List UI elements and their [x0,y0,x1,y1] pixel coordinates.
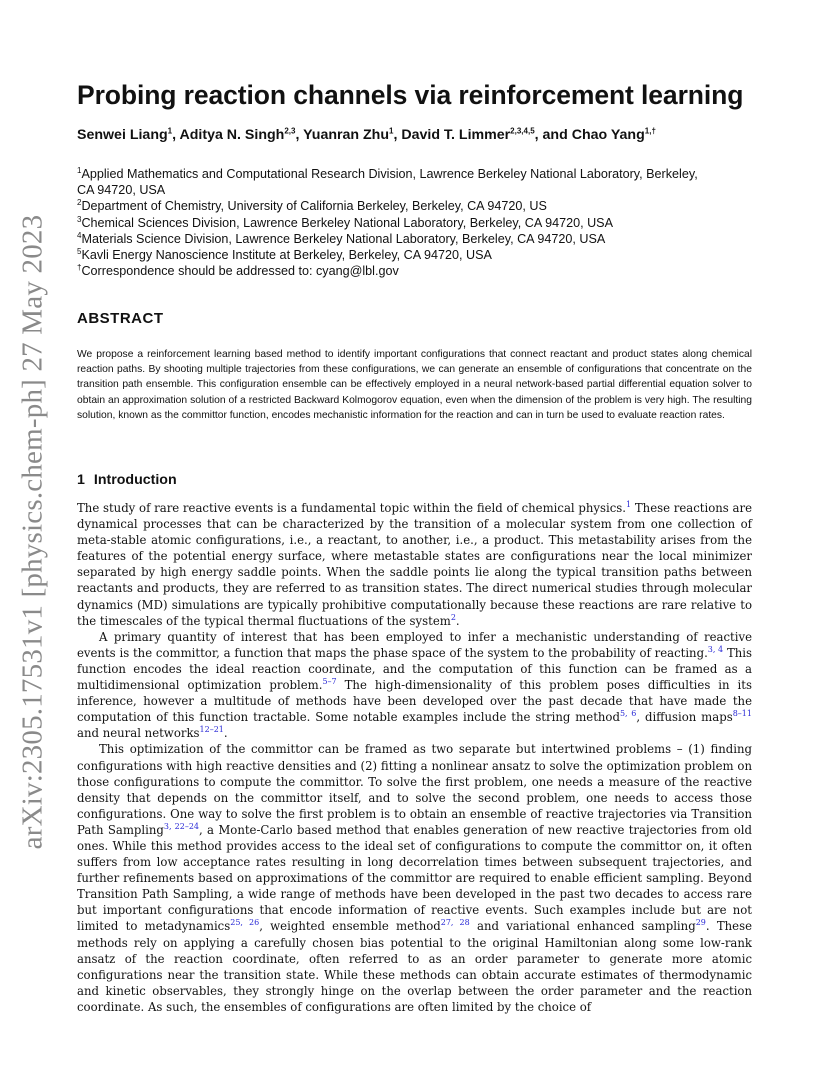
citation-link[interactable]: 3, 22–24 [163,821,200,831]
affiliation-mark: 2 [77,198,82,208]
affiliation-text: Correspondence should be addressed to: cyang@lbl.gov [81,264,399,279]
affiliation-list [77,166,747,279]
author-affiliation-mark: 2,3,4,5 [510,126,535,136]
affiliation-text: CA 94720, USA [77,183,166,198]
author-separator: , [393,127,402,143]
author-name: Senwei Liang [77,127,168,143]
affiliation-line [77,263,747,279]
author-separator: , [295,127,304,143]
citation-link[interactable]: 3, 4 [707,644,724,654]
author-affiliation-mark: 1 [167,126,173,136]
author-list [77,127,656,143]
intro-paragraph [77,500,752,629]
affiliation-text: Applied Mathematics and Computational Research Division, Lawrence Berkeley National Laboratory, Berkeley, [81,167,698,181]
author-separator: , and [534,127,572,143]
paragraph-text: These reactions are dynamical processes that can be characterized by the transition of a molecular system from one collection of meta-stable atomic configurations, i.e., a reactant, to another, i.e., a product. This metastability arises from the features of the potential energy surface, where metastable states are configurations near the local minimizer separated by high energy saddle points. When the saddle points lie along the typical transition paths between reactants and products, they are referred to as transition states. The direct numerical studies through molecular dynamics (MD) simulations are typically prohibitive computationally because these reactions are rare relative to the timescales of the typical thermal fluctuations of the system [77,501,752,628]
author-name: Aditya N. Singh [179,127,285,143]
author-affiliation-mark: 1 [389,126,394,136]
author-affiliation-mark: 2,3 [284,126,296,136]
paragraph-text: The study of rare reactive events is a fundamental topic within the field of chemical physics. [77,501,627,515]
paragraph-text: . These methods rely on applying a carefully chosen bias potential to the original Hamiltonian along some low-rank ansatz of the reaction coordinate, often referred to as an order parameter to generate more atomic configurations near the transition state. While these methods can obtain accurate estimates of thermodynamic and kinetic observables, they strongly hinge on the overlap between the order parameter and the reaction coordinate. As such, the ensembles of configurations are often limited by the choice of [77,919,752,1014]
affiliation-mark: 5 [77,246,82,256]
affiliation-text: Department of Chemistry, University of California Berkeley, Berkeley, CA 94720, US [81,199,547,214]
paragraph-text: , a Monte-Carlo based method that enables generation of new reactive trajectories from old ones. While this method provides access to the ideal set of configurations to compute the committor on, it often suffers from low acceptance rates resulting in long decorrelation times between subsequent trajectories, and further refinements based on approximations of the committor are required to enable efficient sampling. Beyond Transition Path Sampling, a wide range of methods have been developed in the past two decades to access rare but important configurations that encode information of reactive events. Such examples include but are not limited to metadynamics [77,822,752,934]
body-text [77,500,752,1015]
arxiv-identifier-stamp: arXiv:2305.17531v1 [physics.chem-ph] 27 May 2023 [16,214,49,850]
affiliation-text: Materials Science Division, Lawrence Berkeley National Laboratory, Berkeley, CA 94720, USA [81,231,606,246]
paper-title: Probing reaction channels via reinforcement learning [77,80,744,110]
paragraph-text: This optimization of the committor can be framed as two separate but intertwined problems – (1) finding configurations with high reactive densities and (2) fitting a nonlinear ansatz to solve the optimization problem on those configurations to compute the committor. To solve the first problem, one needs a measure of the reactive density that depends on the committor itself, and to solve the second problem, one needs to access those configurations. One way to solve the first problem is to obtain an ensemble of reactive trajectories via Transition Path Sampling [77,742,752,837]
section-number: 1 [77,472,85,488]
citation-link[interactable]: 5–7 [322,677,337,687]
section-heading [77,472,177,488]
citation-link[interactable]: 27, 28 [440,918,470,928]
affiliation-line [77,182,747,198]
affiliation-mark: 3 [77,214,82,224]
author-name: David T. Limmer [401,127,511,143]
affiliation-text: Kavli Energy Nanoscience Institute at Berkeley, Berkeley, CA 94720, USA [81,248,492,263]
citation-link[interactable]: 2 [450,612,456,622]
paragraph-text: , diffusion maps [636,710,733,725]
affiliation-mark: 4 [77,230,82,240]
affiliation-line [77,231,747,247]
paragraph-text: . [223,726,228,741]
affiliation-line [77,166,747,182]
paragraph-text: A primary quantity of interest that has been employed to infer a mechanistic understanding of reactive events is the committor, a function that maps the phase space of the system to the probability of reacting. [77,629,752,660]
paragraph-text: and neural networks [77,726,200,741]
affiliation-line [77,247,747,263]
paragraph-text: . [455,613,460,628]
citation-link[interactable]: 1 [626,500,632,510]
author-affiliation-mark: 1,† [644,126,656,136]
affiliation-line [77,198,747,214]
affiliation-line [77,215,747,231]
intro-paragraph [77,741,752,1015]
citation-link[interactable]: 8–11 [732,709,752,719]
citation-link[interactable]: 25, 26 [230,918,260,928]
author-separator: , [172,127,180,143]
section-title: Introduction [93,472,177,488]
citation-link[interactable]: 5, 6 [619,709,637,719]
intro-paragraph [77,629,752,742]
citation-link[interactable]: 29 [695,918,706,928]
paragraph-text: , weighted ensemble method [259,919,441,934]
affiliation-mark: † [77,263,82,273]
author-name: Yuanran Zhu [303,127,390,143]
paragraph-text: and variational enhanced sampling [469,919,696,934]
affiliation-text: Chemical Sciences Division, Lawrence Berkeley National Laboratory, Berkeley, CA 94720, USA [81,215,613,230]
paragraph-text: This function encodes the ideal reaction coordinate, and the computation of this function can be framed as a multidimensional optimization problem. [77,645,753,693]
abstract-heading: ABSTRACT [77,310,164,327]
citation-link[interactable]: 12–21 [199,725,224,735]
paragraph-text: The high-dimensionality of this problem poses difficulties in its inference, however a multitude of methods have been developed over the past decade that have made the computation of this function tractable. Some notable examples include the string method [77,678,752,725]
abstract-text: We propose a reinforcement learning based method to identify important configurations that connect reactant and product states along chemical reaction paths. By shooting multiple trajectories from these configurations, we can generate an ensemble of configurations that concentrate on the transition path ensemble. This configuration ensemble can be effectively employed in a neural network-based partial differential equation solver to obtain an approximation solution of a restricted Backward Kolmogorov equation, even when the dimension of the problem is very high. The resulting solution, known as the committor function, encodes mechanistic information for the reaction and can in turn be used to evaluate reaction rates. [77,349,752,421]
author-name: Chao Yang [571,127,645,143]
affiliation-mark: 1 [77,165,82,175]
